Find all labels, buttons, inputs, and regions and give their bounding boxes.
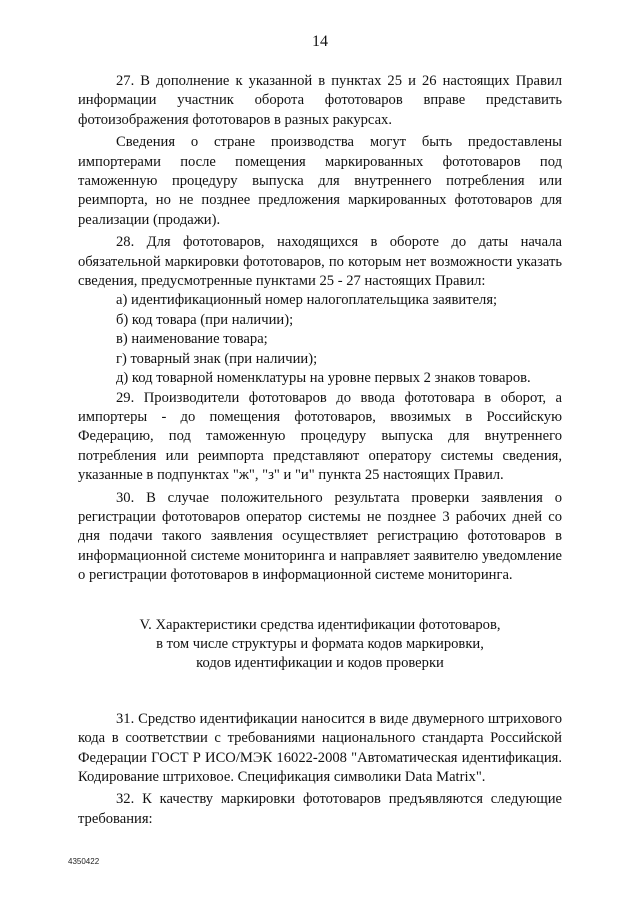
section-heading xyxy=(78,616,562,674)
list-item-g: г) товарный знак (при наличии); xyxy=(116,350,318,367)
paragraph-32: 32. К качеству маркировки фототоваров предъявляются следующие требования: xyxy=(78,791,562,827)
page-number: 14 xyxy=(312,33,328,50)
section-heading-line-2: в том числе структуры и формата кодов маркировки, xyxy=(156,635,484,652)
paragraph-31: 31. Средство идентификации наносится в виде двумерного штрихового кода в соответствии с требованиями национального стандарта Российской Федерации ГОСТ Р ИСО/МЭК 16022-2008 "Автоматическая идентификация. Кодирование штриховое. Спецификация символики Data Matrix". xyxy=(78,710,562,785)
paragraph-30: 30. В случае положительного результата проверки заявления о регистрации фототоваров оператор системы не позднее 3 рабочих дней со дня подачи такого заявления осуществляет регистрацию фототоваров в информационной системе мониторинга и направляет заявителю уведомление о регистрации фототоваров в информационной системе мониторинга. xyxy=(78,489,562,584)
list-item-b: б) код товара (при наличии); xyxy=(116,311,294,328)
paragraph-country-info: Сведения о стране производства могут быть предоставлены импортерами после помещения маркированных фототоваров под таможенную процедуру выпуска для внутреннего потребления или реимпорта, но не позднее предложения маркированных фототоваров для реализации (продажи). xyxy=(78,134,562,228)
paragraph-27: 27. В дополнение к указанной в пунктах 25 и 26 настоящих Правил информации участник оборота фототоваров вправе представить фотоизображения фототоваров в разных ракурсах. xyxy=(78,73,562,128)
list-item-v: в) наименование товара; xyxy=(116,331,268,348)
list-item-a: а) идентификационный номер налогоплательщика заявителя; xyxy=(116,292,498,309)
list-item-d: д) код товарной номенклатуры на уровне первых 2 знаков товаров. xyxy=(116,370,531,387)
section-heading-line-1: V. Характеристики средства идентификации фототоваров, xyxy=(139,616,501,633)
section-heading-line-3: кодов идентификации и кодов проверки xyxy=(196,655,444,672)
document-body xyxy=(78,72,562,829)
document-code: 4350422 xyxy=(68,857,100,866)
paragraph-29: 29. Производители фототоваров до ввода фототовара в оборот, а импортеры - до помещения фототоваров, ввозимых в Российскую Федерацию, под таможенную процедуру выпуска для внутреннего потребления или реимпорта представляют оператору системы сведения, указанные в подпунктах "ж", "з" и "и" пункта 25 настоящих Правил. xyxy=(78,389,562,484)
paragraph-28: 28. Для фототоваров, находящихся в обороте до даты начала обязательной маркировки фототоваров, по которым нет возможности указать сведения, предусмотренные пунктами 25 - 27 настоящих Правил: xyxy=(78,234,562,290)
